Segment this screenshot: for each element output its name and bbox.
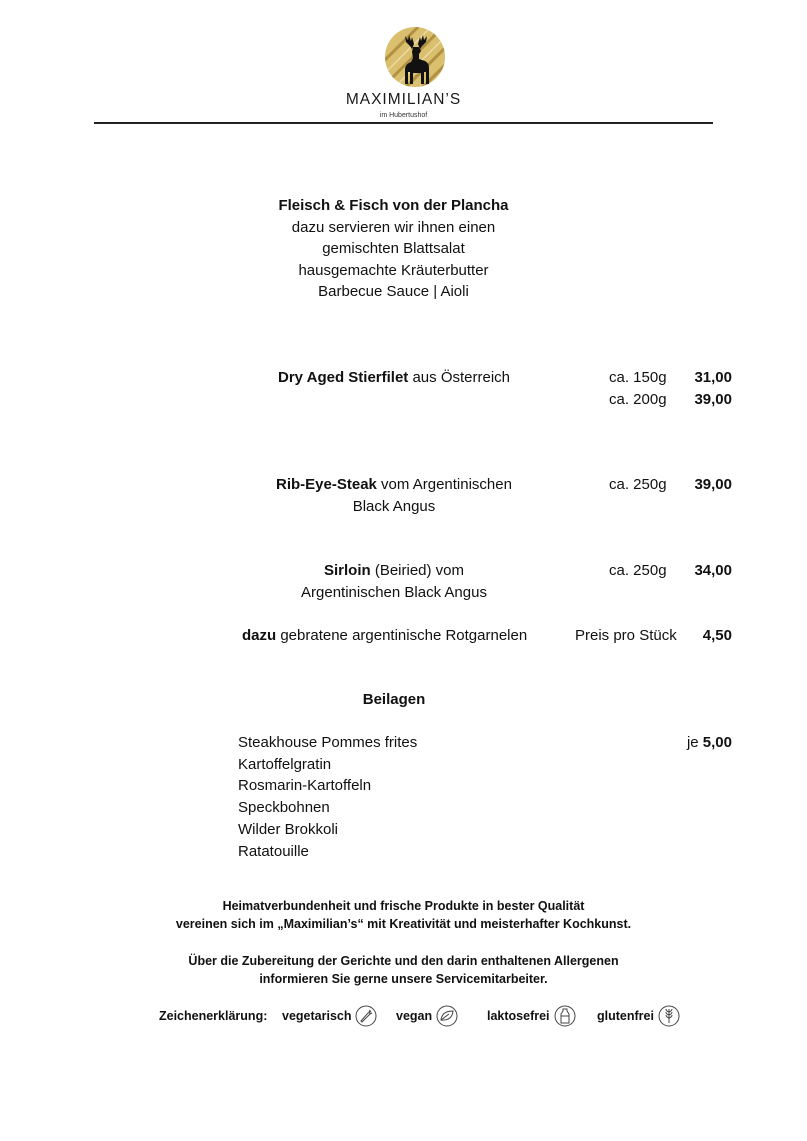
brand-subtitle: im Hubertushof bbox=[379, 112, 428, 119]
intro-line: hausgemachte Kräuterbutter bbox=[298, 261, 489, 279]
list-item: Wilder Brokkoli bbox=[238, 820, 339, 838]
price: 5,00 bbox=[702, 734, 732, 751]
legend-vegetarisch bbox=[282, 1004, 377, 1028]
footer-allergen-note bbox=[0, 952, 807, 988]
carrot-icon bbox=[355, 1005, 377, 1027]
list-item: Speckbohnen bbox=[238, 799, 330, 817]
section-title-beilagen: Beilagen bbox=[362, 691, 426, 708]
price: 31,00 bbox=[694, 369, 732, 386]
wheat-icon bbox=[658, 1005, 680, 1027]
dish-name: Dry Aged Stierfilet bbox=[277, 369, 409, 386]
dish-description: gebratene argentinische Rotgarnelen bbox=[276, 627, 528, 644]
footer-line: Über die Zubereitung der Gerichte und den darin enthaltenen Allergenen bbox=[188, 954, 619, 968]
list-item: Steakhouse Pommes frites bbox=[238, 734, 418, 751]
dish-description: (Beiried) vom bbox=[370, 562, 465, 579]
menu-item-garnelen bbox=[242, 625, 527, 647]
price: 4,50 bbox=[702, 627, 732, 644]
weight: ca. 150g bbox=[609, 369, 667, 386]
footer-line: Heimatverbundenheit und frische Produkte in bester Qualität bbox=[222, 899, 585, 913]
dish-description: Black Angus bbox=[352, 498, 436, 515]
weight: ca. 250g bbox=[609, 562, 667, 579]
side-dish-price bbox=[632, 732, 732, 754]
menu-item-sirloin bbox=[230, 560, 558, 582]
unit-label: Preis pro Stück bbox=[575, 627, 677, 644]
side-dish-list bbox=[238, 732, 417, 862]
milk-bottle-icon bbox=[554, 1005, 576, 1027]
footer-statement bbox=[0, 897, 807, 933]
logo bbox=[384, 26, 446, 88]
price: 39,00 bbox=[694, 391, 732, 408]
intro-line: dazu servieren wir ihnen einen bbox=[291, 218, 496, 236]
footer-line: vereinen sich im „Maximilian’s“ mit Kreativität und meisterhafter Kochkunst. bbox=[175, 917, 632, 931]
menu-item-ribeye bbox=[230, 474, 558, 496]
dish-description: Argentinischen Black Angus bbox=[301, 584, 487, 601]
header-divider bbox=[94, 122, 713, 124]
legend-label: Zeichenerklärung: bbox=[159, 1009, 268, 1023]
legend-glutenfrei bbox=[597, 1004, 680, 1028]
legend-laktosefrei bbox=[487, 1004, 576, 1028]
price-prefix: je bbox=[686, 734, 703, 751]
legend-item-label: laktosefrei bbox=[487, 1009, 550, 1023]
intro-section bbox=[200, 195, 587, 303]
list-item: Rosmarin-Kartoffeln bbox=[238, 777, 372, 795]
stag-silhouette-icon bbox=[384, 26, 446, 88]
leaf-icon bbox=[436, 1005, 458, 1027]
dish-description: vom Argentinischen bbox=[376, 476, 512, 493]
dish-name: Rib-Eye-Steak bbox=[276, 476, 377, 493]
legend-item-label: vegan bbox=[396, 1009, 433, 1023]
section-title: Fleisch & Fisch von der Plancha bbox=[278, 197, 509, 214]
legend-item-label: vegetarisch bbox=[282, 1009, 352, 1023]
dish-name: Sirloin bbox=[323, 562, 371, 579]
price: 34,00 bbox=[694, 562, 732, 579]
legend-vegan bbox=[396, 1004, 458, 1028]
weight: ca. 250g bbox=[609, 476, 667, 493]
price: 39,00 bbox=[694, 476, 732, 493]
menu-item-dry-aged bbox=[230, 367, 558, 389]
dish-name: dazu bbox=[242, 627, 277, 644]
brand-name: MAXIMILIAN’S bbox=[345, 91, 462, 108]
legend-item-label: glutenfrei bbox=[597, 1009, 654, 1023]
intro-line: gemischten Blattsalat bbox=[322, 240, 465, 257]
footer-line: informieren Sie gerne unsere Servicemitarbeiter. bbox=[259, 972, 548, 986]
list-item: Kartoffelgratin bbox=[238, 755, 332, 773]
weight: ca. 200g bbox=[609, 391, 667, 408]
intro-line: Barbecue Sauce | Aioli bbox=[318, 283, 469, 300]
list-item: Ratatouille bbox=[238, 842, 309, 860]
dish-description: aus Österreich bbox=[408, 369, 511, 386]
